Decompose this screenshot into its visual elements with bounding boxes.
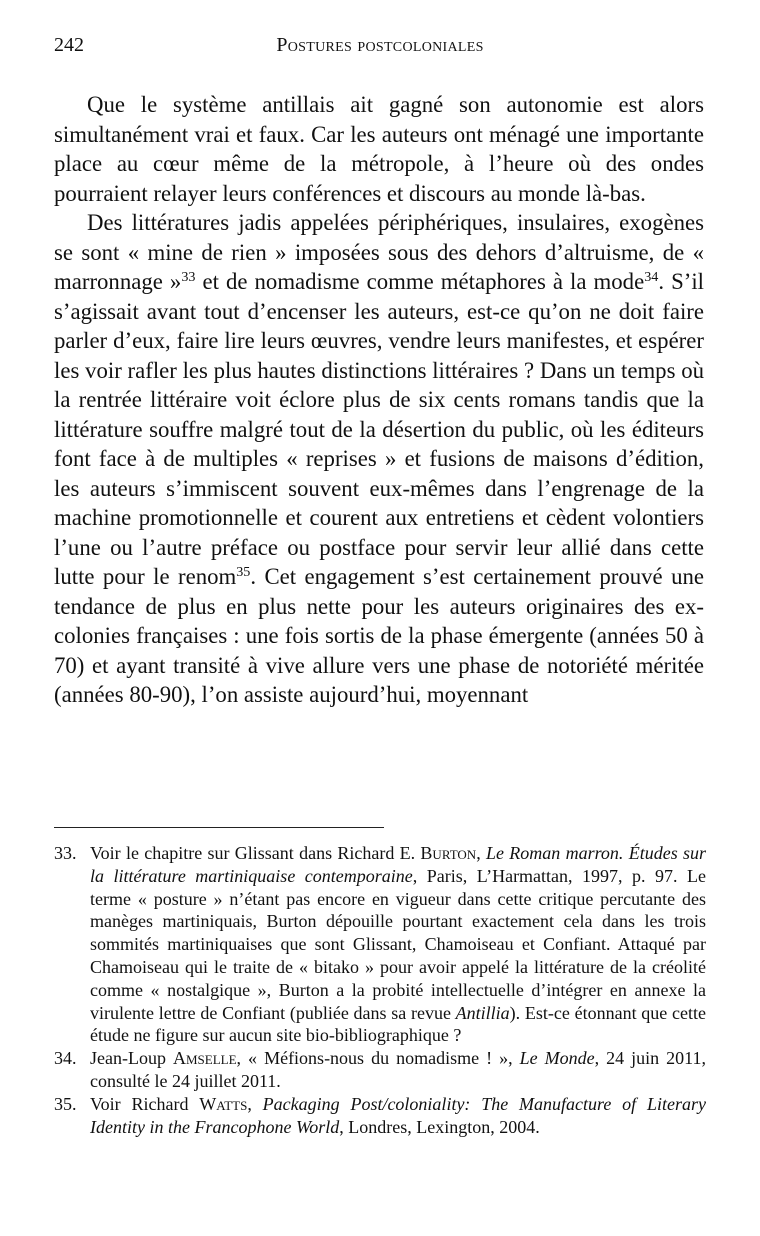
footnote-ref: 34 [644, 269, 659, 286]
paragraph [54, 90, 704, 208]
paragraph-text: . S’il s’agissait avant tout d’encenser les auteurs, est-ce qu’on ne doit faire parler d’eux, faire lire leurs œuvres, vendre leurs manifestes, et espérer les voir rafler les plus hautes distinctions littéraires ? Dans un temps où la rentrée littéraire voit éclore plus de six cents romans tandis que la littérature souffre malgré tout de la désertion du public, où les éditeurs font face à de multiples « reprises » et fusions de maisons d’édition, les auteurs s’immiscent souvent eux-mêmes dans l’engrenage de la machine promotionnelle et courent aux entretiens et cèdent volontiers l’une ou l’autre préface ou postface pour servir leur allié dans cette lutte pour le renom [54, 269, 705, 589]
footnote [54, 1093, 706, 1139]
footnote-work-title: Le Monde [519, 1048, 595, 1069]
footnote-fragment: , [476, 843, 486, 863]
footnote-fragment: , Paris, L’Harmattan, 1997, p. 97. Le terme « posture » n’étant pas encore en vigueur dans cette critique percutante des manèges martiniquais, Burton dépouille pourtant exactement cela dans les trois sommités martiniquaises que sont Glissant, Chamoiseau et Confiant. Attaqué par Chamoiseau qui le traite de « bitako » pour avoir appelé la littérature de la créolité comme « nostalgique », Burton a la probité intellectuelle d’intégrer en annexe la virulente lettre de Confiant (publiée dans sa revue [90, 865, 706, 1023]
footnote [54, 1047, 706, 1093]
page-header [54, 34, 706, 64]
footnote-author: Amselle [172, 1048, 237, 1069]
footnote-text [90, 1047, 706, 1093]
footnote-fragment: , 24 juin 2011, consulté le 24 juillet 2011. [90, 1048, 706, 1091]
footnote-fragment: , « Méfions-nous du nomadisme ! », [236, 1048, 520, 1069]
footnote-fragment: Jean-Loup [90, 1048, 173, 1069]
footnote-fragment: , [247, 1093, 263, 1114]
body-text [54, 90, 704, 710]
footnote-author: Watts [199, 1093, 248, 1114]
footnote-fragment: Voir le chapitre sur Glissant dans Richard E. [90, 843, 421, 863]
footnote-number: 35. [54, 1093, 77, 1114]
running-title: Postures postcoloniales [276, 34, 484, 56]
paragraph [54, 208, 704, 710]
footnote-work-title: Le Roman marron. Études sur la littérature martiniquaise contemporaine [90, 843, 706, 886]
footnote-fragment: , Londres, Lexington, 2004. [339, 1116, 540, 1137]
paragraph-text: Que le système antillais ait gagné son autonomie est alors simultanément vrai et faux. Car les auteurs ont ménagé une importante place au cœur même de la métropole, à l’heure où des ondes pourraient relayer leurs conférences et discours au monde là-bas. [54, 92, 704, 206]
footnote-text [90, 1093, 706, 1139]
footnote-journal-title: Antillia [455, 1002, 510, 1023]
footnote-number: 34. [54, 1048, 77, 1069]
footnote-ref: 33 [181, 269, 196, 286]
footnote-number: 33. [54, 843, 77, 863]
footnote-author: Burton [420, 843, 477, 863]
footnote-text [90, 842, 706, 1047]
footnote-separator [54, 827, 384, 828]
footnote [54, 842, 706, 1047]
paragraph-text: et de nomadisme comme métaphores à la mode [195, 269, 645, 294]
paragraph-text: . Cet engagement s’est certainement prouvé une tendance de plus en plus nette pour les auteurs originaires des ex-colonies françaises : une fois sortis de la phase émergente (années 50 à 70) et ayant transité à vive allure vers une phase de notoriété méritée (années 80-90), l’on assiste aujourd’hui, moyennant [54, 564, 704, 707]
footnotes [54, 842, 706, 1138]
footnote-fragment: Voir Richard [90, 1093, 200, 1114]
paragraph-text: Des littératures jadis appelées périphériques, insulaires, exogènes se sont « mine de rien » imposées sous des dehors d’altruisme, de « marronnage » [54, 210, 704, 294]
footnote-ref: 35 [236, 564, 251, 581]
page-number: 242 [54, 34, 84, 56]
footnote-fragment: ). Est-ce étonnant que cette étude ne figure sur aucun site bio-bibliographique ? [90, 1002, 706, 1046]
footnote-work-title: Packaging Post/coloniality: The Manufacture of Literary Identity in the Francophone World [90, 1093, 706, 1137]
